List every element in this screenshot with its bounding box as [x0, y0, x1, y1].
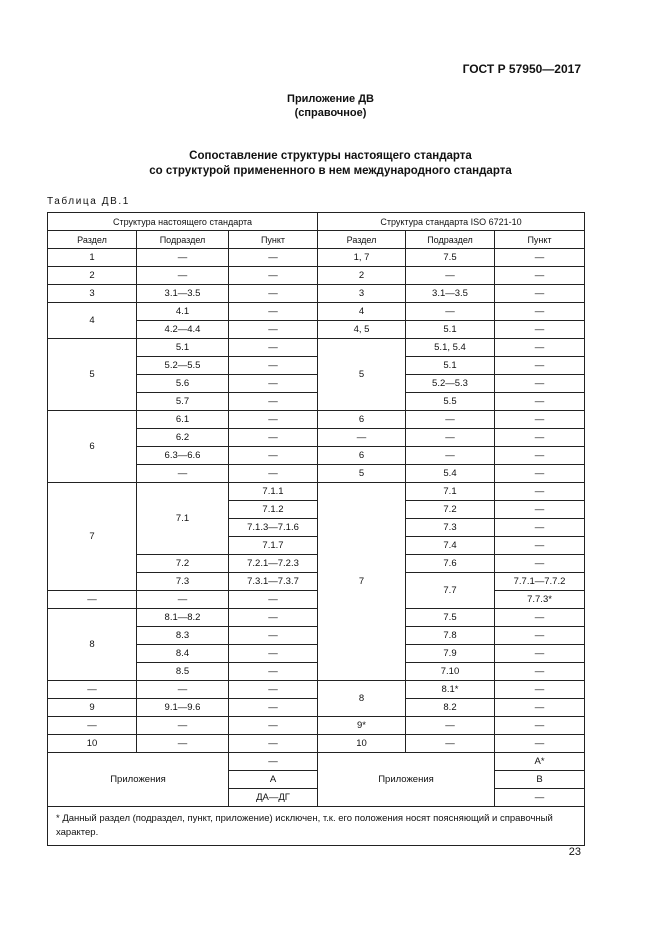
cell: —	[495, 663, 585, 681]
cell: —	[229, 267, 318, 285]
cell: —	[229, 393, 318, 411]
cell: —	[495, 411, 585, 429]
cell: 9	[48, 699, 137, 717]
cell: —	[495, 429, 585, 447]
cell: 5	[48, 339, 137, 411]
cell: 7.1.7	[229, 537, 318, 555]
cell: ДА—ДГ	[229, 789, 318, 807]
cell: 3	[318, 285, 406, 303]
col-header-subsection: Подраздел	[406, 231, 495, 249]
appendices-label: Приложения	[48, 753, 229, 807]
cell: 6	[48, 411, 137, 483]
cell: —	[229, 447, 318, 465]
cell: 10	[318, 735, 406, 753]
cell: —	[229, 303, 318, 321]
cell: —	[229, 375, 318, 393]
cell: 8.1*	[406, 681, 495, 699]
cell: —	[495, 555, 585, 573]
cell: —	[495, 267, 585, 285]
cell: 7.7.1—7.7.2	[495, 573, 585, 591]
cell: 7.1.2	[229, 501, 318, 519]
cell: 7.1	[137, 483, 229, 555]
cell: 5.2—5.3	[406, 375, 495, 393]
col-header-subsection: Подраздел	[137, 231, 229, 249]
cell: —	[495, 339, 585, 357]
cell: —	[229, 249, 318, 267]
cell: —	[495, 627, 585, 645]
cell: 8.2	[406, 699, 495, 717]
cell: —	[137, 249, 229, 267]
cell: В	[495, 771, 585, 789]
appendix-title: Приложение ДВ	[287, 93, 374, 105]
table-row	[48, 339, 585, 357]
cell: 7.5	[406, 609, 495, 627]
cell: —	[495, 789, 585, 807]
cell: 7.3	[137, 573, 229, 591]
cell: 3.1—3.5	[137, 285, 229, 303]
cell: —	[229, 321, 318, 339]
cell: —	[495, 717, 585, 735]
cell: 5.5	[406, 393, 495, 411]
cell: 7.5	[406, 249, 495, 267]
table-column-header-row	[48, 231, 585, 249]
cell: 9.1—9.6	[137, 699, 229, 717]
cell: 6	[318, 447, 406, 465]
cell: 7.1.3—7.1.6	[229, 519, 318, 537]
cell: 7.8	[406, 627, 495, 645]
cell: 4, 5	[318, 321, 406, 339]
cell: —	[48, 591, 137, 609]
cell: 7.9	[406, 645, 495, 663]
cell: —	[495, 735, 585, 753]
cell: 1	[48, 249, 137, 267]
cell: —	[229, 465, 318, 483]
cell: 5.2—5.5	[137, 357, 229, 375]
cell: 7.1	[406, 483, 495, 501]
cell: —	[229, 429, 318, 447]
cell: —	[229, 681, 318, 699]
table-group-header-row	[48, 213, 585, 231]
cell: 7.7.3*	[495, 591, 585, 609]
table-row	[48, 681, 585, 699]
table-row	[48, 267, 585, 285]
cell: 7	[318, 483, 406, 681]
table-row	[48, 249, 585, 267]
cell: —	[48, 681, 137, 699]
cell: —	[495, 249, 585, 267]
col-header-section: Раздел	[318, 231, 406, 249]
cell: 7.7	[406, 573, 495, 609]
cell: —	[406, 717, 495, 735]
document-title-line-1: Сопоставление структуры настоящего стандарта	[189, 150, 472, 162]
cell: 8	[48, 609, 137, 681]
cell: —	[495, 537, 585, 555]
cell: 6.3—6.6	[137, 447, 229, 465]
comparison-table	[47, 212, 585, 846]
cell: 7.3	[406, 519, 495, 537]
appendix-subtitle: (справочное)	[294, 107, 367, 119]
cell: 7.4	[406, 537, 495, 555]
col-header-section: Раздел	[48, 231, 137, 249]
cell: —	[229, 591, 318, 609]
cell: 9*	[318, 717, 406, 735]
cell: 5.7	[137, 393, 229, 411]
cell: —	[495, 285, 585, 303]
cell: —	[137, 735, 229, 753]
cell: 5.1	[137, 339, 229, 357]
cell: —	[229, 357, 318, 375]
cell: —	[137, 465, 229, 483]
cell: 2	[48, 267, 137, 285]
cell: —	[229, 717, 318, 735]
appendices-label: Приложения	[318, 753, 495, 807]
table-row	[48, 609, 585, 627]
cell: —	[406, 267, 495, 285]
cell: —	[495, 699, 585, 717]
cell: —	[495, 357, 585, 375]
cell: —	[495, 393, 585, 411]
cell: —	[495, 447, 585, 465]
cell: 4.1	[137, 303, 229, 321]
cell: —	[229, 285, 318, 303]
cell: —	[229, 753, 318, 771]
cell: 8.5	[137, 663, 229, 681]
cell: А	[229, 771, 318, 789]
cell: 5.1	[406, 321, 495, 339]
cell: —	[495, 645, 585, 663]
table-row	[48, 717, 585, 735]
table-row	[48, 411, 585, 429]
cell: —	[495, 375, 585, 393]
cell: 8.1—8.2	[137, 609, 229, 627]
cell: 7.2	[406, 501, 495, 519]
cell: 8	[318, 681, 406, 717]
page-number: 23	[568, 846, 581, 858]
cell: —	[495, 321, 585, 339]
group-header-national: Структура настоящего стандарта	[48, 213, 318, 231]
cell: 10	[48, 735, 137, 753]
cell: 4	[48, 303, 137, 339]
cell: 3.1—3.5	[406, 285, 495, 303]
cell: 6	[318, 411, 406, 429]
cell: —	[406, 447, 495, 465]
cell: 8.4	[137, 645, 229, 663]
cell: 7.3.1—7.3.7	[229, 573, 318, 591]
cell: 5.1, 5.4	[406, 339, 495, 357]
cell: А*	[495, 753, 585, 771]
cell: —	[406, 429, 495, 447]
cell: 7.6	[406, 555, 495, 573]
cell: 7.2	[137, 555, 229, 573]
table-row	[48, 699, 585, 717]
cell: 3	[48, 285, 137, 303]
col-header-clause: Пункт	[229, 231, 318, 249]
group-header-iso: Структура стандарта ISO 6721-10	[318, 213, 585, 231]
cell: —	[495, 519, 585, 537]
standard-number: ГОСТ Р 57950—2017	[462, 62, 581, 76]
cell: —	[495, 303, 585, 321]
cell: —	[229, 663, 318, 681]
cell: 7.2.1—7.2.3	[229, 555, 318, 573]
cell: —	[137, 681, 229, 699]
table-row	[48, 753, 585, 771]
cell: 1, 7	[318, 249, 406, 267]
table-row	[48, 591, 585, 609]
cell: —	[137, 267, 229, 285]
table-footnote: * Данный раздел (подраздел, пункт, приложение) исключен, т.к. его положения носят поясняющий и справочный характер.	[48, 807, 585, 846]
cell: —	[318, 429, 406, 447]
cell: —	[406, 303, 495, 321]
col-header-clause: Пункт	[495, 231, 585, 249]
cell: 8.3	[137, 627, 229, 645]
table-footnote-row	[48, 807, 585, 846]
table-row	[48, 735, 585, 753]
cell: 2	[318, 267, 406, 285]
cell: —	[229, 609, 318, 627]
cell: 4.2—4.4	[137, 321, 229, 339]
cell: 5	[318, 339, 406, 411]
cell: —	[48, 717, 137, 735]
cell: —	[137, 717, 229, 735]
cell: —	[406, 735, 495, 753]
cell: —	[229, 339, 318, 357]
cell: 5.4	[406, 465, 495, 483]
cell: 6.1	[137, 411, 229, 429]
cell: —	[495, 501, 585, 519]
cell: —	[229, 645, 318, 663]
table-row	[48, 285, 585, 303]
cell: —	[229, 735, 318, 753]
cell: 5	[318, 465, 406, 483]
table-row	[48, 483, 585, 501]
cell: —	[495, 465, 585, 483]
document-title-line-2: со структурой примененного в нем международного стандарта	[149, 165, 512, 177]
cell: —	[495, 681, 585, 699]
cell: 5.1	[406, 357, 495, 375]
cell: —	[229, 627, 318, 645]
table-row	[48, 303, 585, 321]
cell: 4	[318, 303, 406, 321]
cell: 5.6	[137, 375, 229, 393]
cell: 7.1.1	[229, 483, 318, 501]
cell: 7.10	[406, 663, 495, 681]
table-caption: Таблица ДВ.1	[47, 196, 130, 207]
cell: —	[495, 609, 585, 627]
cell: 6.2	[137, 429, 229, 447]
cell: 7	[48, 483, 137, 591]
cell: —	[137, 591, 229, 609]
cell: —	[495, 483, 585, 501]
cell: —	[229, 411, 318, 429]
cell: —	[229, 699, 318, 717]
cell: —	[406, 411, 495, 429]
